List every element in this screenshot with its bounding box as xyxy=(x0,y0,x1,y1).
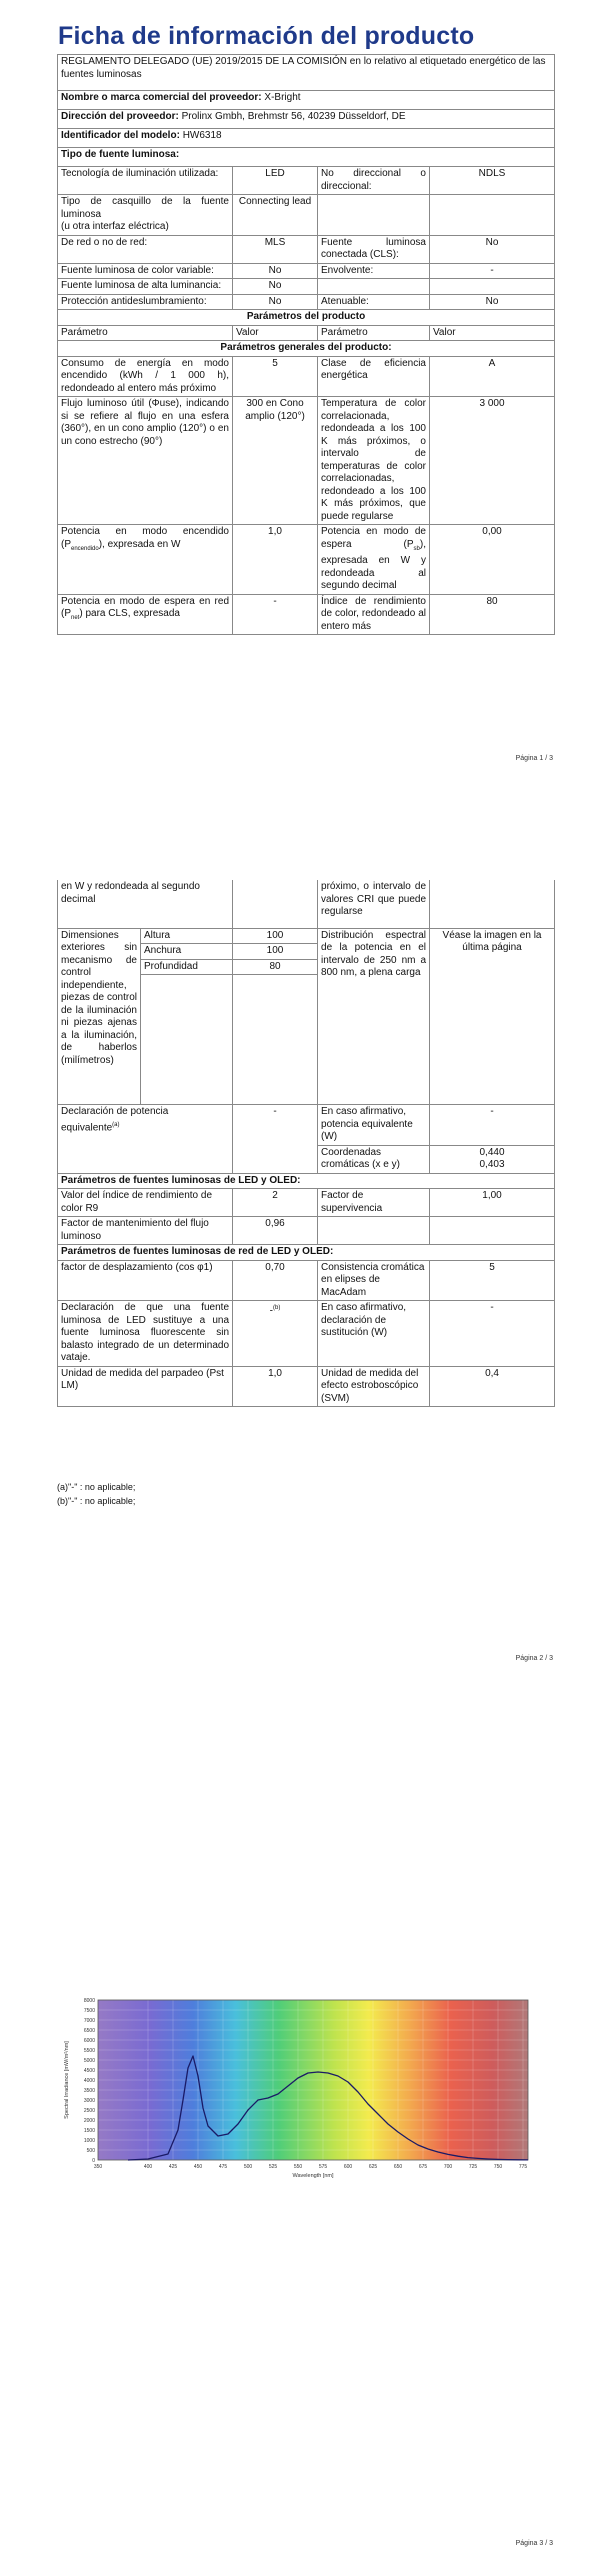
footnote-a: (a)"-" : no aplicable; xyxy=(57,1482,136,1492)
page-number-3: Página 3 / 3 xyxy=(515,2540,553,2547)
survival-label: Factor de supervivencia xyxy=(318,1189,430,1217)
displacement-value: 0,70 xyxy=(233,1260,318,1301)
r9-value: 2 xyxy=(233,1189,318,1217)
general-label: Flujo luminoso útil (Φuse), indicando si se refiere al flujo en una esfera (360°), en un cono amplio (120°) o en un cono estrecho (90°) xyxy=(58,397,233,525)
type-row xyxy=(58,235,555,263)
type-label-2 xyxy=(318,279,430,295)
type-value-2: No xyxy=(430,235,555,263)
x-tick-label: 475 xyxy=(218,2164,228,2170)
general-value: 1,0 xyxy=(233,525,318,595)
y-tick-label: 2000 xyxy=(83,2118,95,2124)
x-tick-label: 750 xyxy=(493,2164,503,2170)
standby-network-power-cont: en W y redondeada al segundo decimal xyxy=(58,880,233,928)
model-id-row: Identificador del modelo: HW6318 xyxy=(58,129,555,148)
maintenance-label: Factor de mantenimiento del flujo luminoso xyxy=(58,1217,233,1245)
general-value: 300 en Cono amplio (120°) xyxy=(233,397,318,525)
type-value: MLS xyxy=(233,235,318,263)
footnotes xyxy=(57,1480,135,1508)
type-label-2: No direccional o direccional: xyxy=(318,167,430,195)
equivalent-power-w-label: En caso afirmativo, potencia equivalente (W) xyxy=(318,1105,430,1146)
spectral-distribution-value: Véase la imagen en la última página xyxy=(430,928,555,1105)
x-tick-label: 650 xyxy=(393,2164,403,2170)
equivalent-power-w-value: - xyxy=(430,1105,555,1146)
height-value: 100 xyxy=(233,928,318,944)
type-label: Protección antideslumbramiento: xyxy=(58,294,233,310)
equivalent-power-value: - xyxy=(233,1105,318,1174)
col-header-param: Parámetro xyxy=(58,325,233,341)
y-tick-label: 500 xyxy=(86,2148,95,2154)
x-tick-label: 675 xyxy=(418,2164,428,2170)
y-tick-label: 8000 xyxy=(83,1998,95,2004)
supplier-address-row: Dirección del proveedor: Prolinx Gmbh, Brehmstr 56, 40239 Düsseldorf, DE xyxy=(58,110,555,129)
y-tick-label: 6000 xyxy=(83,2038,95,2044)
type-value-2 xyxy=(430,279,555,295)
height-label: Altura xyxy=(141,928,233,944)
general-value-2: A xyxy=(430,356,555,397)
type-label: Fuente luminosa de alta luminancia: xyxy=(58,279,233,295)
general-label-2: Potencia en modo de espera $(P_{sb})$, expresada en W y redondeada al segundo decimal xyxy=(318,525,430,595)
depth-label: Profundidad xyxy=(141,959,233,975)
led-params-heading: Parámetros de fuentes luminosas de LED y OLED: xyxy=(58,1173,555,1189)
general-value-2: 80 xyxy=(430,594,555,635)
general-row xyxy=(58,525,555,595)
general-value: 5 xyxy=(233,356,318,397)
page-3 xyxy=(0,1760,603,2560)
type-value: Connecting lead xyxy=(233,195,318,236)
type-label-2: Fuente luminosa conectada (CLS): xyxy=(318,235,430,263)
type-value-2: - xyxy=(430,263,555,279)
general-row xyxy=(58,397,555,525)
y-axis-label: Spectral Irradiance [mW/m²/nm] xyxy=(64,2041,70,2119)
flicker-label: Unidad de medida del parpadeo (Pst LM) xyxy=(58,1366,233,1407)
general-value-2: 3 000 xyxy=(430,397,555,525)
type-value-2 xyxy=(430,195,555,236)
light-source-type-heading: Tipo de fuente luminosa: xyxy=(58,148,555,167)
survival-value: 1,00 xyxy=(430,1189,555,1217)
type-row xyxy=(58,263,555,279)
y-tick-label: 1500 xyxy=(83,2128,95,2134)
x-tick-label: 525 xyxy=(268,2164,278,2170)
x-tick-label: 600 xyxy=(343,2164,353,2170)
fluorescent-replacement-label: Declaración de que una fuente luminosa de LED sustituye a una fuente luminosa fluorescente sin balasto integrado de un determinado vataje. xyxy=(58,1301,233,1367)
spectral-distribution-chart xyxy=(58,1990,543,2210)
x-tick-label: 625 xyxy=(368,2164,378,2170)
macadam-label: Consistencia cromática en elipses de MacAdam xyxy=(318,1260,430,1301)
spectral-distribution-label: Distribución espectral de la potencia en el intervalo de 250 nm a 800 nm, a plena carga xyxy=(318,928,430,1105)
x-tick-label: 575 xyxy=(318,2164,328,2170)
type-value: LED xyxy=(233,167,318,195)
x-tick-label: 725 xyxy=(468,2164,478,2170)
page-title: Ficha de información del producto xyxy=(58,22,475,50)
depth-value: 80 xyxy=(233,959,318,975)
general-label-2: Índice de rendimiento de color, redondeado al entero más xyxy=(318,594,430,635)
type-label-2: Atenuable: xyxy=(318,294,430,310)
y-tick-label: 7000 xyxy=(83,2018,95,2024)
r9-label: Valor del índice de rendimiento de color R9 xyxy=(58,1189,233,1217)
x-tick-label: 700 xyxy=(443,2164,453,2170)
x-tick-label: 500 xyxy=(243,2164,253,2170)
y-tick-label: 1000 xyxy=(83,2138,95,2144)
regulation-text: REGLAMENTO DELEGADO (UE) 2019/2015 DE LA COMISIÓN en lo relativo al etiquetado energético de las fuentes luminosas xyxy=(58,55,555,91)
fluorescent-replacement-value: -$^{(b)}$ xyxy=(233,1301,318,1367)
y-tick-label: 7500 xyxy=(83,2008,95,2014)
general-value-2: 0,00 xyxy=(430,525,555,595)
type-label: Tipo de casquillo de la fuente luminosa (u otra interfaz eléctrica) xyxy=(58,195,233,236)
col-header-param-2: Parámetro xyxy=(318,325,430,341)
type-row xyxy=(58,167,555,195)
x-tick-label: 350 xyxy=(93,2164,103,2170)
y-tick-label: 4000 xyxy=(83,2078,95,2084)
page-1 xyxy=(0,0,603,790)
general-label: Consumo de energía en modo encendido (kWh / 1 000 h), redondeado al entero más próximo xyxy=(58,356,233,397)
x-axis-label: Wavelength [nm] xyxy=(292,2173,334,2179)
general-row xyxy=(58,356,555,397)
general-label: Potencia en modo encendido $(P_{encendido})$, expresada en W xyxy=(58,525,233,595)
type-label-2 xyxy=(318,195,430,236)
equivalent-power-label: Declaración de potencia equivalente$^{(a)}$ xyxy=(58,1105,233,1174)
type-label: De red o no de red: xyxy=(58,235,233,263)
type-value: No xyxy=(233,294,318,310)
type-value: No xyxy=(233,263,318,279)
product-info-table xyxy=(57,54,555,635)
chromaticity-value: 0,440 0,403 xyxy=(430,1145,555,1173)
type-value-2: NDLS xyxy=(430,167,555,195)
page-number: Página 1 / 3 xyxy=(515,755,553,762)
width-label: Anchura xyxy=(141,944,233,960)
width-value: 100 xyxy=(233,944,318,960)
general-row xyxy=(58,594,555,635)
mains-led-params-heading: Parámetros de fuentes luminosas de red de LED y OLED: xyxy=(58,1245,555,1261)
product-info-table-continued xyxy=(57,880,555,1407)
svm-value: 0,4 xyxy=(430,1366,555,1407)
type-rows xyxy=(58,167,555,310)
page-2 xyxy=(0,880,603,1670)
y-tick-label: 5500 xyxy=(83,2048,95,2054)
x-tick-label: 425 xyxy=(168,2164,178,2170)
general-rows xyxy=(58,356,555,635)
supplier-name-row: Nombre o marca comercial del proveedor: X-Bright xyxy=(58,91,555,110)
x-tick-label: 775 xyxy=(518,2164,528,2170)
substitution-value: - xyxy=(430,1301,555,1367)
type-label: Tecnología de iluminación utilizada: xyxy=(58,167,233,195)
cri-cont: próximo, o intervalo de valores CRI que puede regularse xyxy=(318,880,430,928)
x-tick-label: 450 xyxy=(193,2164,203,2170)
general-label-2: Temperatura de color correlacionada, redondeada a los 100 K más próximos, o intervalo de temperaturas de color correlacionadas, redondeado a los 100 K más próximos, que puede regularse xyxy=(318,397,430,525)
type-label-2: Envolvente: xyxy=(318,263,430,279)
y-tick-label: 3000 xyxy=(83,2098,95,2104)
y-tick-label: 0 xyxy=(92,2158,95,2164)
y-tick-label: 4500 xyxy=(83,2068,95,2074)
type-row xyxy=(58,279,555,295)
type-label: Fuente luminosa de color variable: xyxy=(58,263,233,279)
page-number-2: Página 2 / 3 xyxy=(515,1655,553,1662)
footnote-b: (b)"-" : no aplicable; xyxy=(57,1496,136,1506)
col-header-value: Valor xyxy=(233,325,318,341)
y-tick-label: 2500 xyxy=(83,2108,95,2114)
type-row xyxy=(58,294,555,310)
x-tick-label: 400 xyxy=(143,2164,153,2170)
type-row xyxy=(58,195,555,236)
general-params-heading: Parámetros generales del producto: xyxy=(58,341,555,357)
y-tick-label: 6500 xyxy=(83,2028,95,2034)
substitution-label: En caso afirmativo, declaración de sustitución (W) xyxy=(318,1301,430,1367)
x-tick-label: 550 xyxy=(293,2164,303,2170)
general-value: - xyxy=(233,594,318,635)
general-label-2: Clase de eficiencia energética xyxy=(318,356,430,397)
flicker-value: 1,0 xyxy=(233,1366,318,1407)
product-params-heading: Parámetros del producto xyxy=(58,310,555,326)
type-value: No xyxy=(233,279,318,295)
svm-label: Unidad de medida del efecto estroboscópico (SVM) xyxy=(318,1366,430,1407)
macadam-value: 5 xyxy=(430,1260,555,1301)
general-label: Potencia en modo de espera en red $(P_{net})$ para CLS, expresada xyxy=(58,594,233,635)
y-tick-label: 5000 xyxy=(83,2058,95,2064)
displacement-label: factor de desplazamiento (cos φ1) xyxy=(58,1260,233,1301)
chromaticity-label: Coordenadas cromáticas (x e y) xyxy=(318,1145,430,1173)
dimensions-label: Dimensiones exteriores sin mecanismo de control independiente, piezas de control de la iluminación ni piezas ajenas a la iluminación, de haberlos (milímetros) xyxy=(58,928,141,1105)
col-header-value-2: Valor xyxy=(430,325,555,341)
y-tick-label: 3500 xyxy=(83,2088,95,2094)
type-value-2: No xyxy=(430,294,555,310)
maintenance-value: 0,96 xyxy=(233,1217,318,1245)
